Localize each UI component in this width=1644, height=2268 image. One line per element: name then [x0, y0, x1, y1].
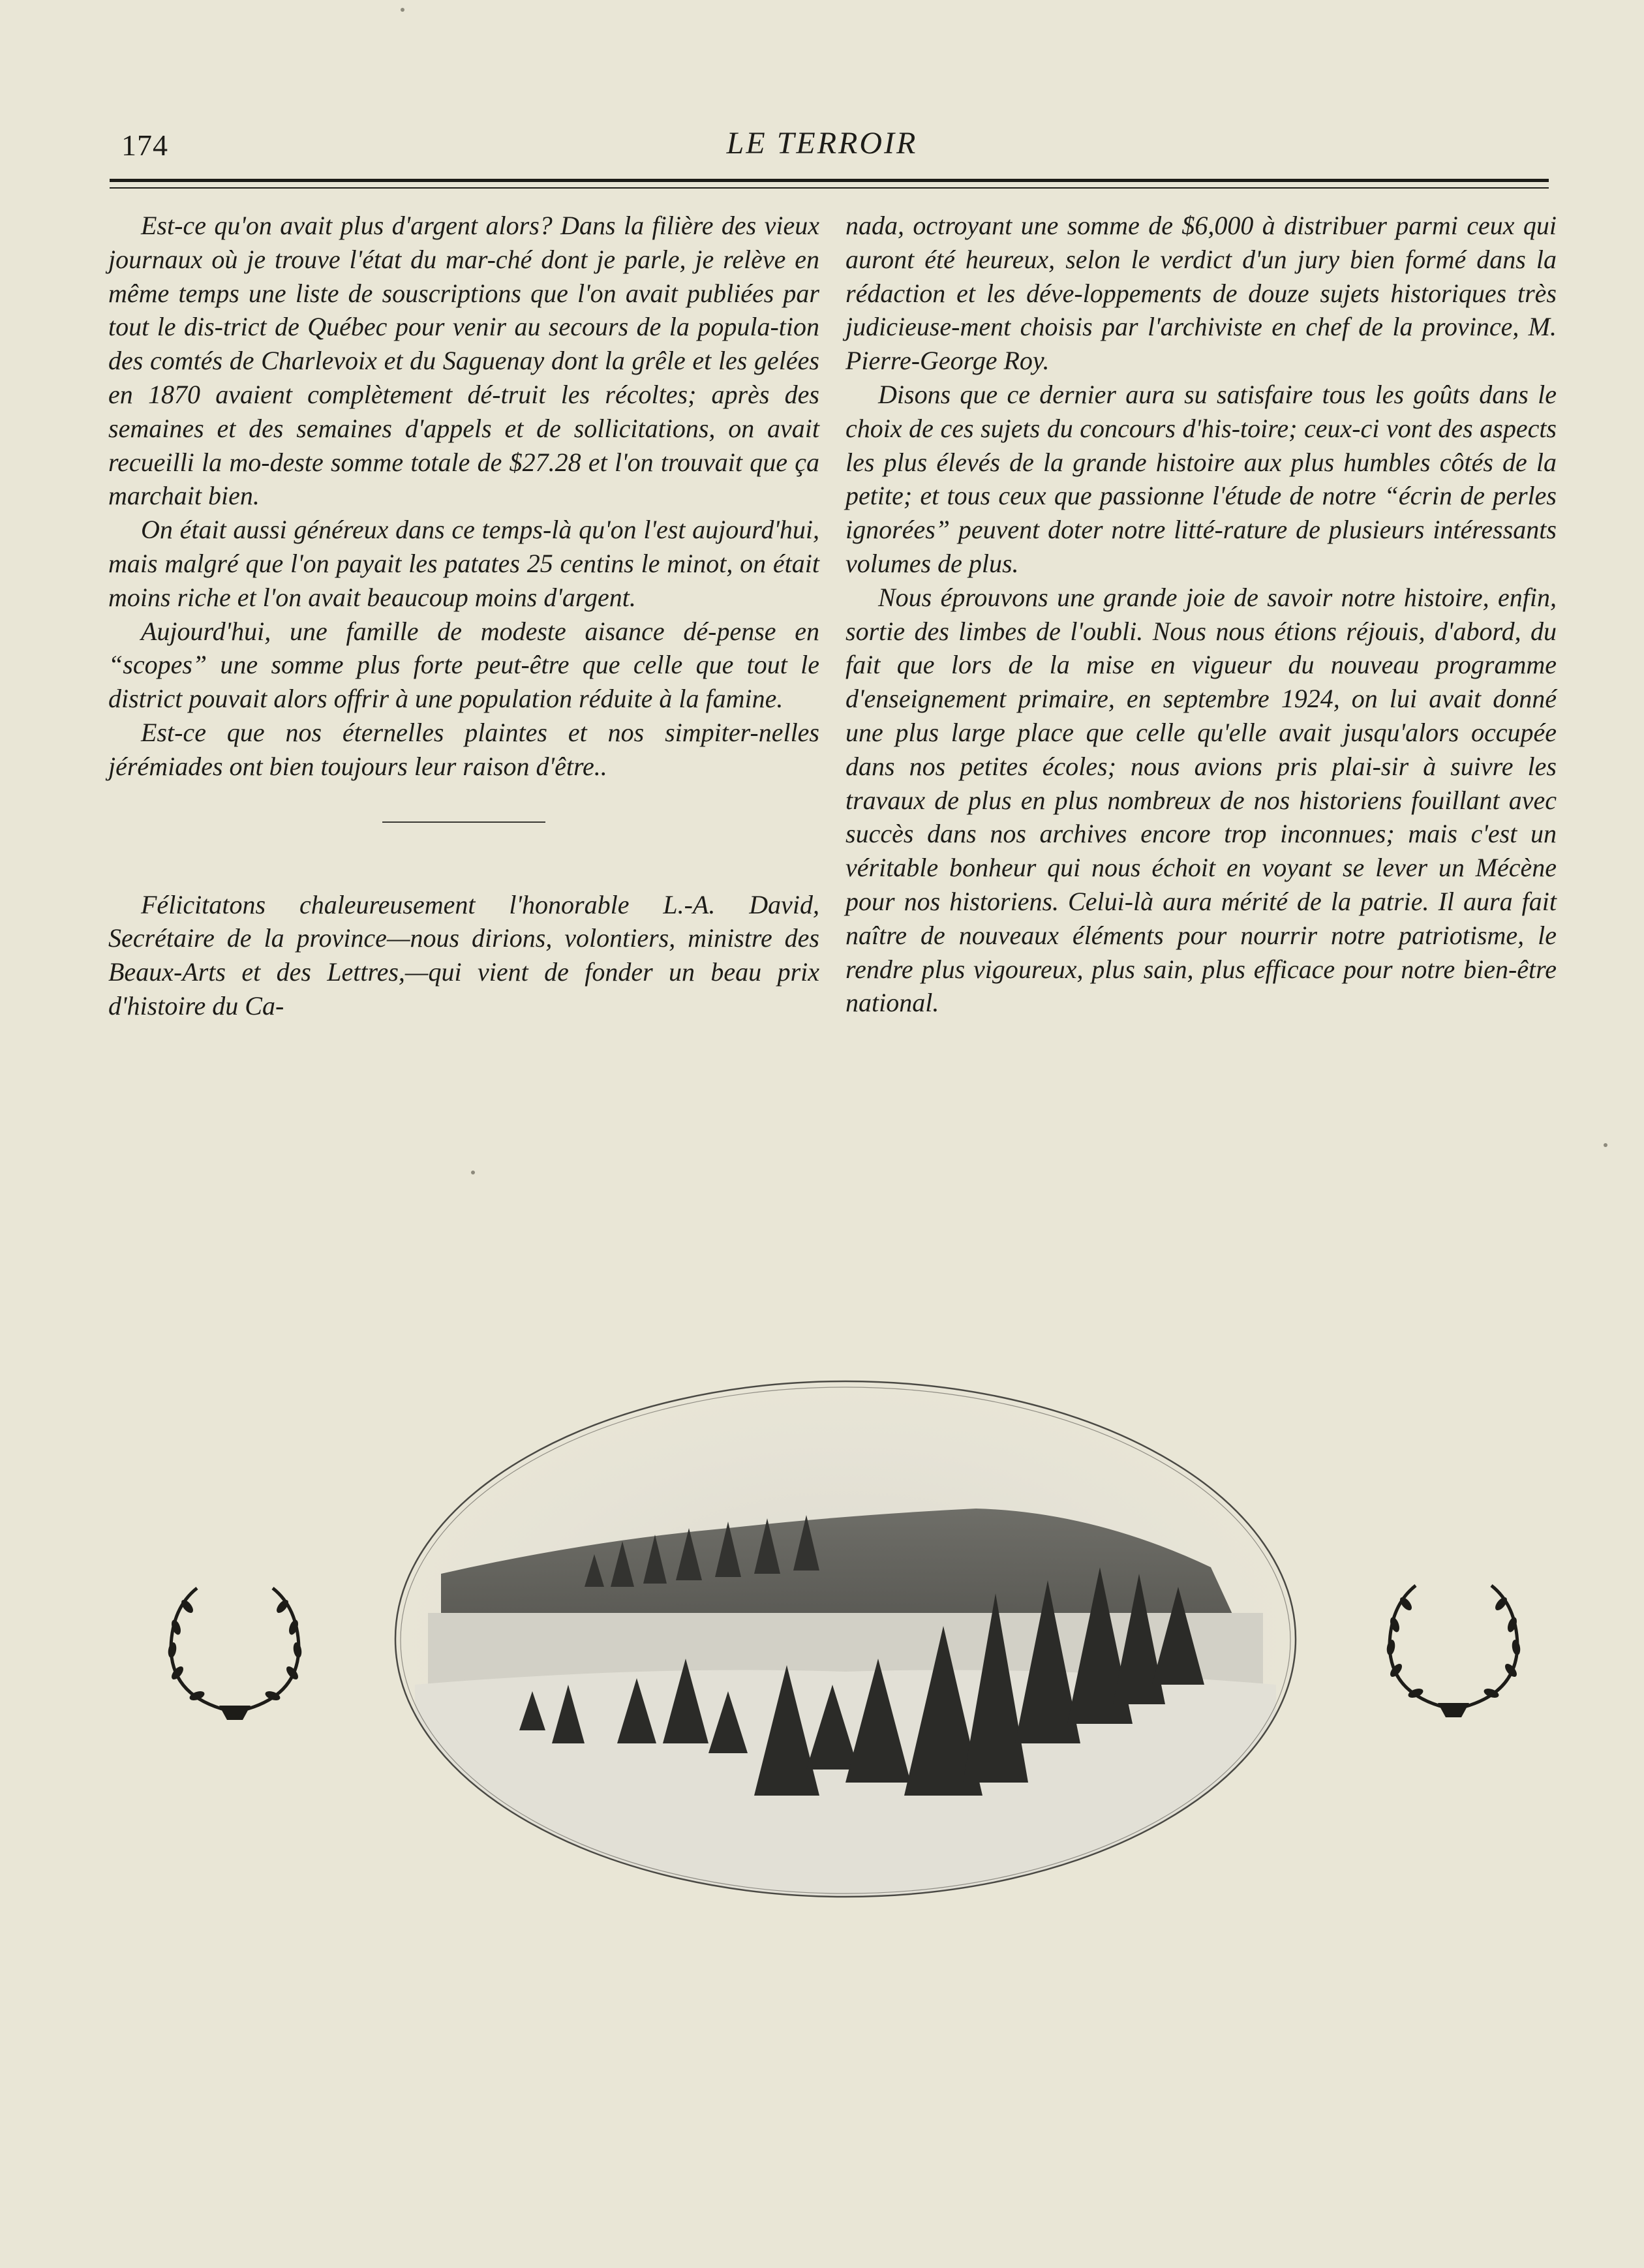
paragraph: Félicitatons chaleureusement l'honorable L.-A. David, Secrétaire de la province—nous dirions, volontiers, ministre des Beaux-Arts et des Lettres,—qui vient de fonder un beau prix d'histoire du Ca-	[108, 889, 819, 1020]
paragraph: Nous éprouvons une grande joie de savoir notre histoire, enfin, sortie des limbes de l'oubli. Nous nous étions réjouis, d'abord, du fait que lors de la mise en vigueur du nouveau programme d'enseignement primaire, en septembre 1924, on lui avait donné une plus large place que celle qu'elle avait jusqu'alors occupée dans nos petites écoles; nous avions pris plai-sir à suivre les travaux de plus en plus nombreux de nos historiens fouillant avec succès dans nos archives encore trop inconnues; mais c'est un véritable bonheur qui nous échoit en voyant se lever un Mécène pour nos historiens. Celui-là aura mérité de la patrie. Il aura fait naître de nouveaux éléments pour nourrir notre patriotisme, le rendre plus vigoureux, plus sain, plus efficace pour notre bien-être national.	[845, 582, 1557, 1018]
paragraph: On était aussi généreux dans ce temps-là qu'on l'est aujourd'hui, mais malgré que l'on payait les patates 25 centins le minot, on était moins riche et l'on avait beaucoup moins d'argent.	[108, 515, 819, 612]
paper-speck	[1604, 1143, 1607, 1147]
paper-speck	[401, 8, 404, 12]
paper-speck	[471, 1171, 475, 1174]
header-rule-thin	[110, 187, 1549, 189]
laurel-wreath-icon	[151, 1575, 318, 1726]
laurel-wreath-icon	[1370, 1572, 1537, 1724]
section-divider	[382, 821, 545, 823]
running-title: LE TERROIR	[726, 126, 918, 161]
paragraph: Est-ce que nos éternelles plaintes et nos simpiter-nelles jérémiades ont bien toujours leur raison d'être..	[108, 717, 819, 781]
winter-forest-illustration	[389, 1378, 1302, 1900]
header-rule	[110, 179, 1549, 182]
paragraph-continuation: nada, octroyant une somme de $6,000 à distribuer parmi ceux qui auront été heureux, selon le verdict d'un jury bien formé dans la rédaction et les déve-loppements de douze sujets historiques très judicieuse-ment choisis par l'archiviste en chef de la province, M. Pierre-George Roy.	[845, 211, 1557, 376]
paragraph: Aujourd'hui, une famille de modeste aisance dé-pense en “scopes” une somme plus forte peut-être que celle que tout le district pouvait alors offrir à une population réduite à la famine.	[108, 616, 819, 714]
paragraph: Disons que ce dernier aura su satisfaire tous les goûts dans le choix de ces sujets du concours d'his-toire; ceux-ci vont des aspects les plus élevés de la grande histoire aux plus humbles côtés de la petite; et tous ceux que passionne l'étude de notre “écrin de perles ignorées” peuvent doter notre litté-rature de plusieurs intéressants volumes de plus.	[845, 379, 1557, 578]
left-column	[108, 209, 819, 1023]
right-column	[845, 209, 1557, 1020]
page-number: 174	[121, 129, 168, 162]
paragraph: Est-ce qu'on avait plus d'argent alors? Dans la filière des vieux journaux où je trouve l'état du mar-ché dont je parle, je relève en même temps une liste de souscriptions que l'on avait publiées par tout le dis-trict de Québec pour venir au secours de la popula-tion des comtés de Charlevoix et du Saguenay dont la grêle et les gelées en 1870 avaient complètement dé-truit les récoltes; après des semaines et des semaines d'appels et de sollicitations, on avait recueilli la mo-deste somme totale de $27.28 et l'on trouvait que ça marchait bien.	[108, 211, 819, 511]
